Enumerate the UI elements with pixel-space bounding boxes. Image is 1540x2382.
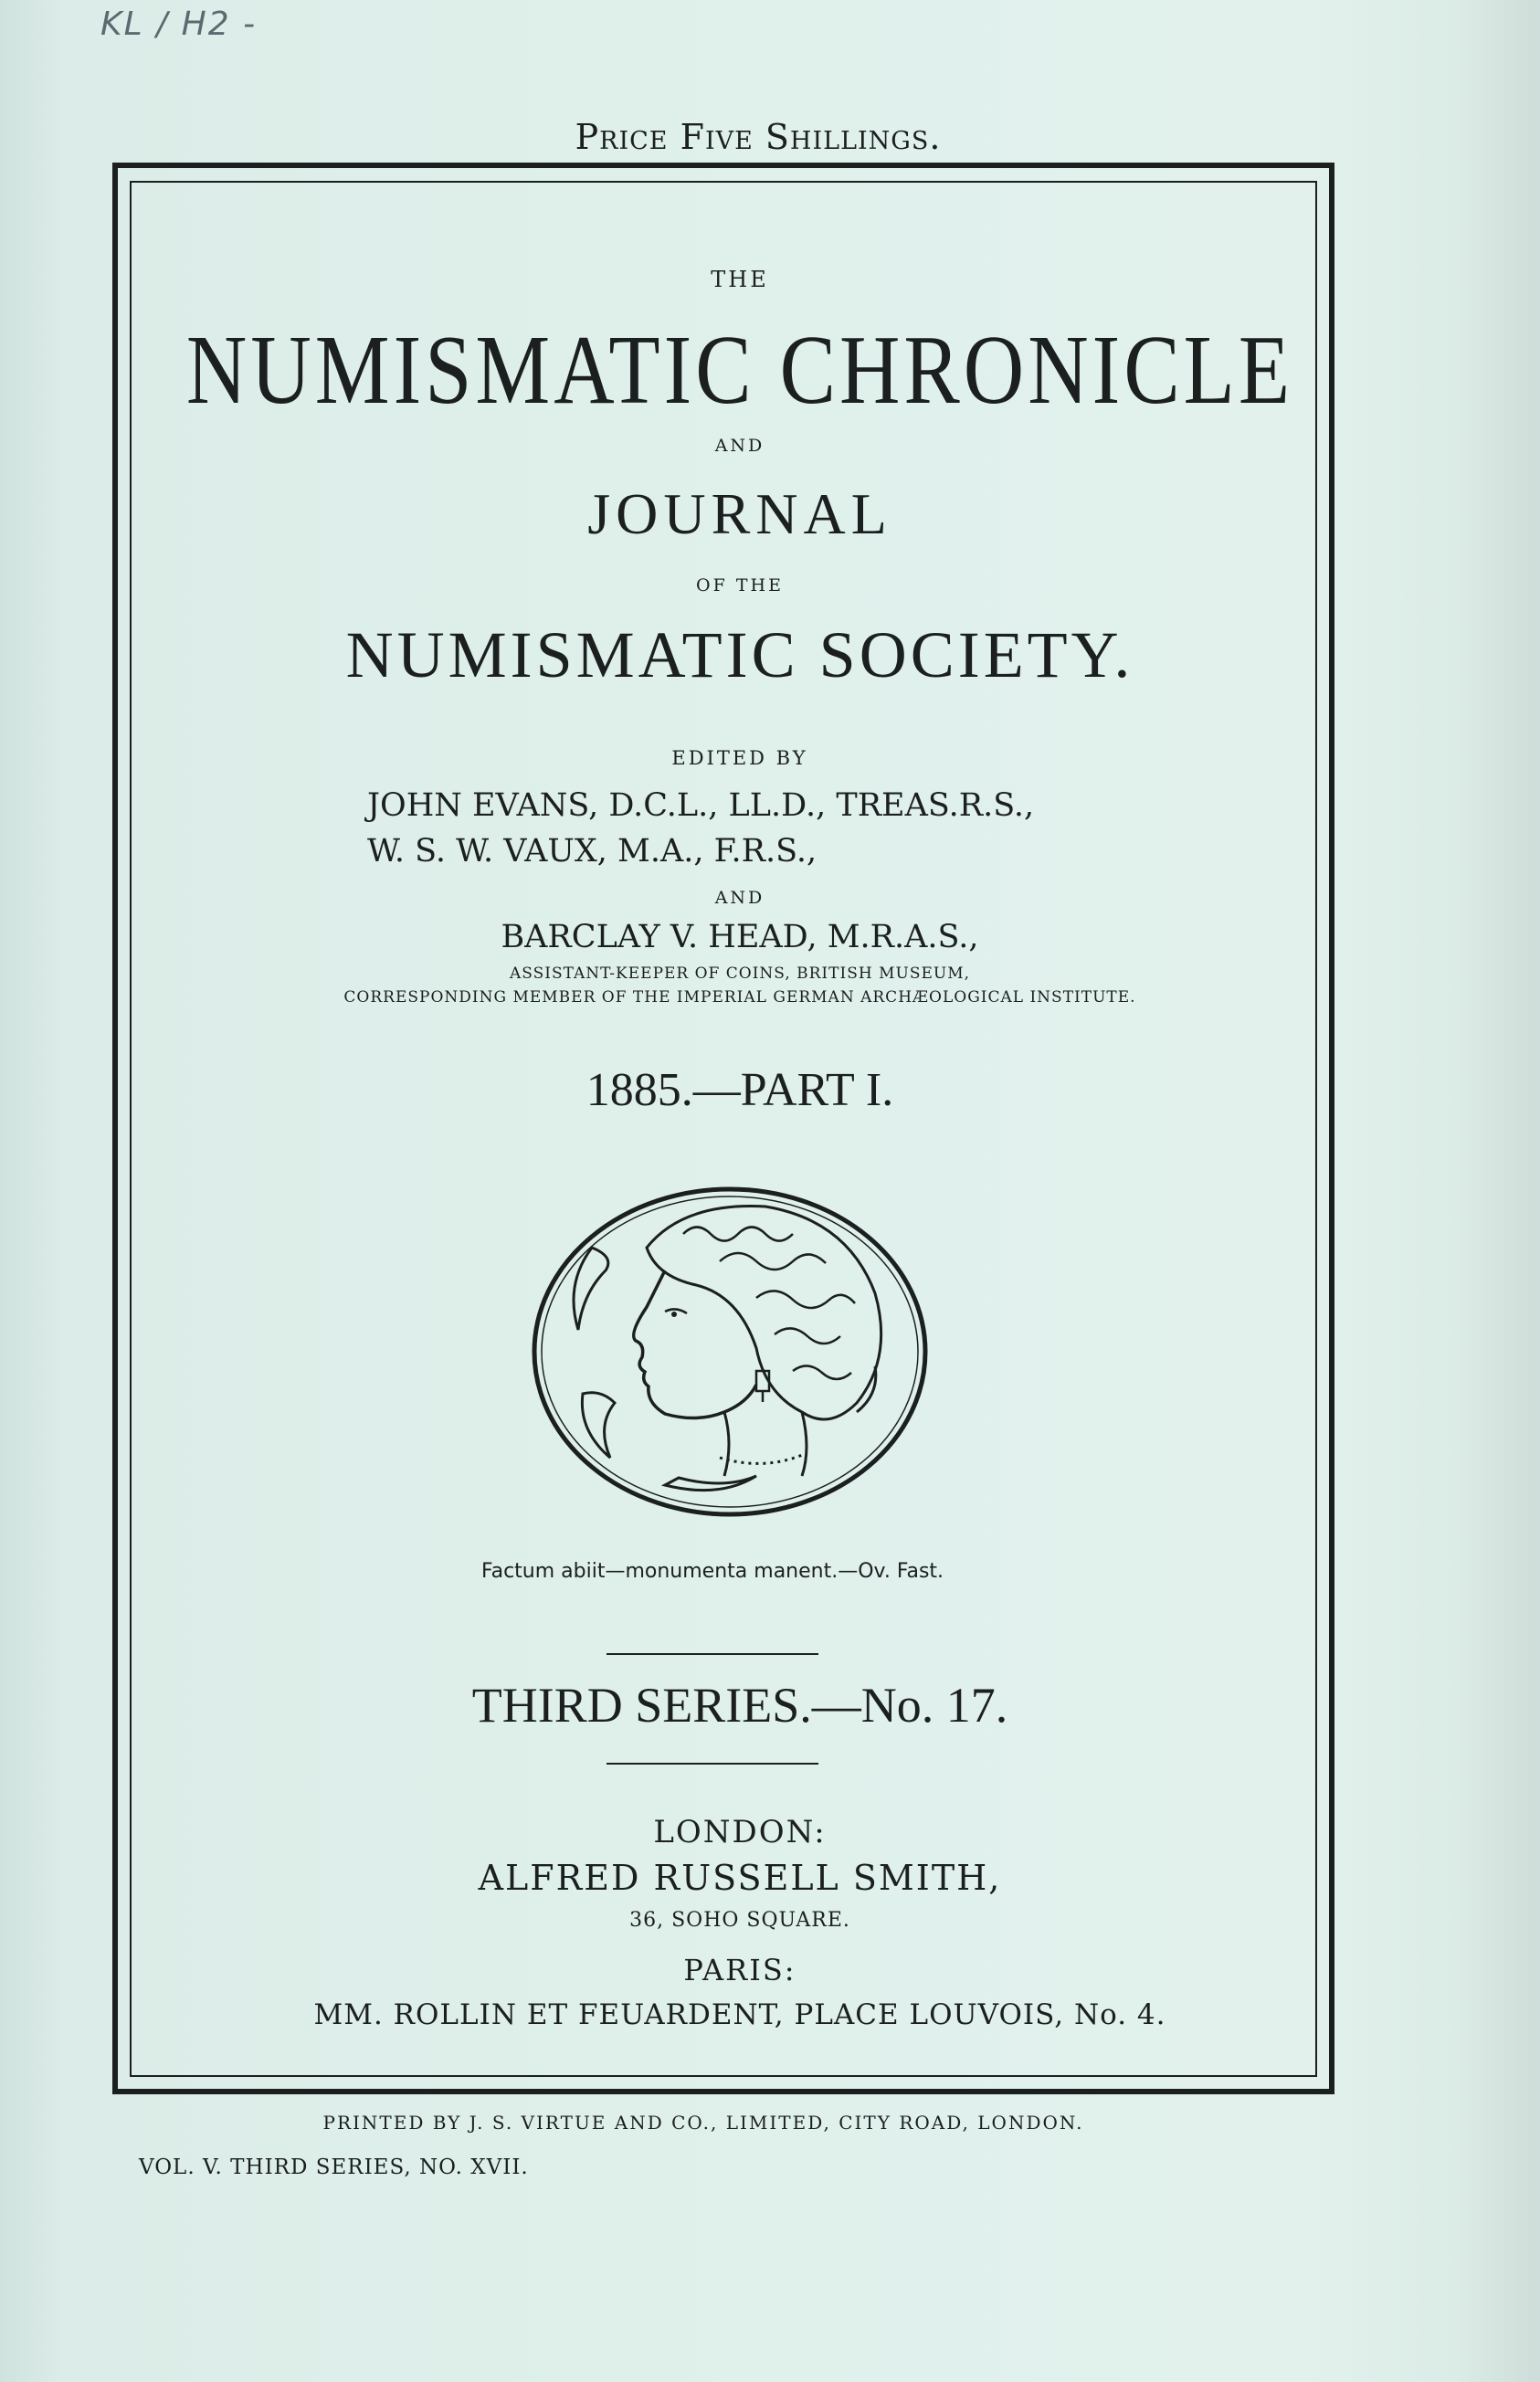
volume-line: VOL. V. THIRD SERIES, NO. XVII.	[139, 2155, 529, 2179]
imprint-paris-publisher: MM. ROLLIN ET FEUARDENT, PLACE LOUVOIS, No. 4.	[313, 1998, 1166, 2031]
title-numismatic-chronicle: NUMISMATIC CHRONICLE	[185, 314, 1294, 425]
imprint-address: 36, SOHO SQUARE.	[629, 1909, 850, 1932]
issue-year-part: 1885.—PART I.	[585, 1064, 894, 1116]
editor-john-evans: JOHN EVANS, D.C.L., LL.D., TREAS.R.S.,	[367, 787, 1035, 824]
series-rule-bottom	[607, 1763, 818, 1765]
series-number: THIRD SERIES.—No. 17.	[471, 1678, 1008, 1733]
editor-vaux: W. S. W. VAUX, M.A., F.R.S.,	[367, 833, 817, 870]
edited-by-label: EDITED BY	[671, 747, 808, 769]
editor-barclay-head: BARCLAY V. HEAD, M.R.A.S.,	[501, 919, 979, 955]
imprint-publisher: ALFRED RUSSELL SMITH,	[478, 1858, 1002, 1898]
printer-line: PRINTED BY J. S. VIRTUE AND CO., LIMITED, CITY ROAD, LONDON.	[322, 2112, 1084, 2134]
editor-role-keeper: ASSISTANT-KEEPER OF COINS, BRITISH MUSEUM,	[509, 964, 971, 983]
price-line: Price Five Shillings.	[575, 117, 942, 157]
inner-border	[130, 181, 1317, 2077]
title-journal: JOURNAL	[587, 481, 892, 546]
title-the: THE	[711, 267, 769, 292]
title-and: AND	[714, 436, 765, 456]
imprint-paris: PARIS:	[683, 1953, 796, 1987]
handwritten-mark: KL / H2 -	[100, 5, 258, 43]
imprint-london: LONDON:	[653, 1814, 827, 1850]
coin-profile-head-icon	[528, 1184, 932, 1520]
series-rule-top	[607, 1653, 818, 1655]
editors-and: AND	[714, 888, 765, 908]
latin-motto: Factum abiit—monumenta manent.—Ov. Fast.	[480, 1560, 944, 1583]
title-of-the: OF THE	[696, 575, 784, 596]
editor-role-member: CORRESPONDING MEMBER OF THE IMPERIAL GERMAN ARCHÆOLOGICAL INSTITUTE.	[343, 988, 1136, 1007]
title-numismatic-society: NUMISMATIC SOCIETY.	[345, 618, 1134, 691]
